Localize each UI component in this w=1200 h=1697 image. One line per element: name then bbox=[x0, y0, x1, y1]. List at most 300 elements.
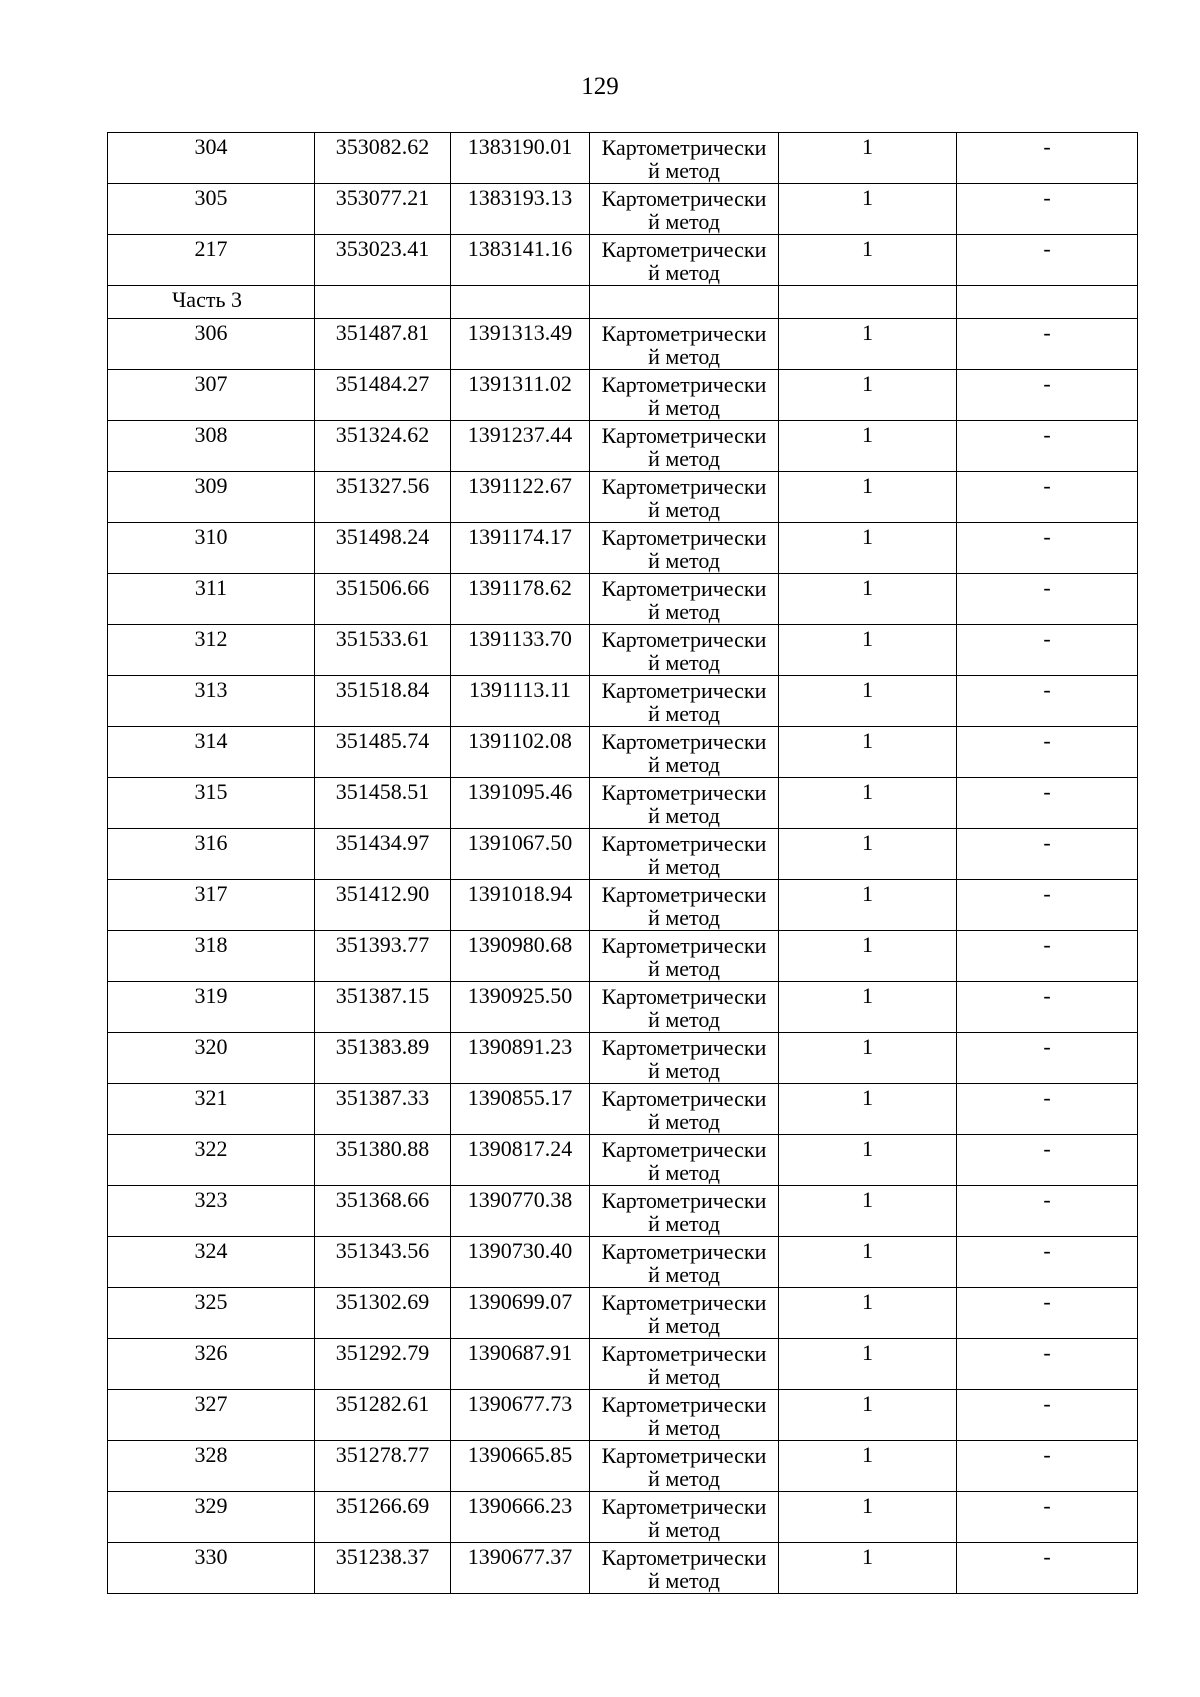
y-coordinate-cell bbox=[451, 523, 590, 574]
method-text-line-2: й метод bbox=[648, 752, 720, 777]
point-number-value: 329 bbox=[194, 1493, 228, 1518]
y-coordinate-value: 1391122.67 bbox=[468, 473, 572, 498]
y-coordinate-value: 1390730.40 bbox=[467, 1238, 573, 1263]
method-text-line-1: Картометрически bbox=[601, 882, 767, 907]
table-row bbox=[108, 1543, 1138, 1594]
rows-after-section bbox=[108, 319, 1138, 1594]
method-text-line-2: й метод bbox=[648, 650, 720, 675]
y-coordinate-value: 1391178.62 bbox=[468, 575, 572, 600]
x-coordinate-value: 351506.66 bbox=[335, 575, 430, 600]
point-number-cell bbox=[108, 1492, 315, 1543]
table-row bbox=[108, 319, 1138, 370]
y-coordinate-value: 1391113.11 bbox=[468, 677, 572, 702]
method-text-line-1: Картометрически bbox=[601, 1137, 767, 1162]
description-cell bbox=[957, 421, 1138, 472]
point-number-value: 311 bbox=[194, 575, 228, 600]
x-coordinate-cell bbox=[315, 676, 451, 727]
y-coordinate-cell bbox=[451, 574, 590, 625]
method-cell bbox=[590, 778, 779, 829]
accuracy-value: 1 bbox=[862, 134, 873, 159]
method-text-line-2: й метод bbox=[648, 1364, 720, 1389]
method-text-line-1: Картометрически bbox=[601, 474, 767, 499]
x-coordinate-cell bbox=[315, 1186, 451, 1237]
method-text-line-2: й метод bbox=[648, 701, 720, 726]
x-coordinate-value: 351387.33 bbox=[335, 1085, 430, 1110]
method-cell bbox=[590, 1033, 779, 1084]
y-coordinate-value: 1391067.50 bbox=[467, 830, 573, 855]
y-coordinate-cell bbox=[451, 727, 590, 778]
x-coordinate-cell bbox=[315, 727, 451, 778]
point-number-cell bbox=[108, 829, 315, 880]
description-cell bbox=[957, 625, 1138, 676]
description-cell bbox=[957, 472, 1138, 523]
method-cell bbox=[590, 829, 779, 880]
y-coordinate-value: 1390891.23 bbox=[467, 1034, 573, 1059]
empty-cell bbox=[590, 286, 779, 319]
section-header bbox=[108, 286, 1138, 319]
description-cell bbox=[957, 1543, 1138, 1594]
y-coordinate-cell bbox=[451, 1237, 590, 1288]
method-text-line-2: й метод bbox=[648, 854, 720, 879]
description-cell bbox=[957, 1237, 1138, 1288]
method-text-line-1: Картометрически bbox=[601, 135, 767, 160]
x-coordinate-value: 351302.69 bbox=[335, 1289, 430, 1314]
accuracy-value: 1 bbox=[862, 1340, 873, 1365]
method-text-line-1: Картометрически bbox=[601, 1545, 767, 1570]
point-number-cell bbox=[108, 1084, 315, 1135]
x-coordinate-cell bbox=[315, 880, 451, 931]
x-coordinate-cell bbox=[315, 778, 451, 829]
x-coordinate-value: 353082.62 bbox=[335, 134, 430, 159]
point-number-value: 305 bbox=[194, 185, 228, 210]
y-coordinate-cell bbox=[451, 1084, 590, 1135]
x-coordinate-value: 351343.56 bbox=[335, 1238, 430, 1263]
description-cell bbox=[957, 319, 1138, 370]
method-cell bbox=[590, 880, 779, 931]
method-cell bbox=[590, 727, 779, 778]
description-cell bbox=[957, 1186, 1138, 1237]
accuracy-value: 1 bbox=[862, 626, 873, 651]
method-text-line-2: й метод bbox=[648, 956, 720, 981]
coordinates-table bbox=[107, 132, 1138, 1594]
y-coordinate-cell bbox=[451, 1390, 590, 1441]
description-cell bbox=[957, 727, 1138, 778]
method-text-line-2: й метод bbox=[648, 548, 720, 573]
point-number-cell bbox=[108, 1390, 315, 1441]
y-coordinate-value: 1390665.85 bbox=[467, 1442, 573, 1467]
point-number-cell bbox=[108, 1441, 315, 1492]
accuracy-cell bbox=[779, 574, 957, 625]
empty-cell bbox=[451, 286, 590, 319]
description-value: - bbox=[1043, 1085, 1051, 1110]
accuracy-value: 1 bbox=[862, 830, 873, 855]
x-coordinate-value: 351266.69 bbox=[335, 1493, 430, 1518]
y-coordinate-value: 1390817.24 bbox=[467, 1136, 573, 1161]
table-row bbox=[108, 421, 1138, 472]
accuracy-value: 1 bbox=[862, 320, 873, 345]
method-text-line-2: й метод bbox=[648, 1568, 720, 1593]
x-coordinate-value: 351292.79 bbox=[335, 1340, 430, 1365]
method-text-line-1: Картометрически bbox=[601, 1392, 767, 1417]
accuracy-cell bbox=[779, 184, 957, 235]
y-coordinate-cell bbox=[451, 1339, 590, 1390]
x-coordinate-cell bbox=[315, 472, 451, 523]
method-text-line-2: й метод bbox=[648, 1517, 720, 1542]
y-coordinate-value: 1383193.13 bbox=[467, 185, 573, 210]
description-cell bbox=[957, 523, 1138, 574]
description-value: - bbox=[1043, 932, 1051, 957]
accuracy-cell bbox=[779, 1543, 957, 1594]
accuracy-cell bbox=[779, 1135, 957, 1186]
accuracy-cell bbox=[779, 778, 957, 829]
x-coordinate-value: 351380.88 bbox=[335, 1136, 430, 1161]
table-row bbox=[108, 1084, 1138, 1135]
table-row bbox=[108, 574, 1138, 625]
accuracy-value: 1 bbox=[862, 473, 873, 498]
point-number-value: 318 bbox=[194, 932, 228, 957]
method-text-line-2: й метод bbox=[648, 1313, 720, 1338]
empty-cell bbox=[957, 286, 1138, 319]
description-value: - bbox=[1043, 1340, 1051, 1365]
x-coordinate-value: 351412.90 bbox=[335, 881, 430, 906]
y-coordinate-value: 1391133.70 bbox=[468, 626, 572, 651]
description-value: - bbox=[1043, 1187, 1051, 1212]
accuracy-cell bbox=[779, 1033, 957, 1084]
x-coordinate-cell bbox=[315, 1033, 451, 1084]
method-cell bbox=[590, 1135, 779, 1186]
y-coordinate-cell bbox=[451, 421, 590, 472]
point-number-value: 328 bbox=[194, 1442, 228, 1467]
y-coordinate-cell bbox=[451, 1441, 590, 1492]
point-number-value: 317 bbox=[194, 881, 228, 906]
accuracy-cell bbox=[779, 523, 957, 574]
accuracy-cell bbox=[779, 982, 957, 1033]
description-cell bbox=[957, 1084, 1138, 1135]
x-coordinate-cell bbox=[315, 1084, 451, 1135]
x-coordinate-value: 351533.61 bbox=[335, 626, 430, 651]
table-row bbox=[108, 676, 1138, 727]
description-value: - bbox=[1043, 524, 1051, 549]
description-value: - bbox=[1043, 983, 1051, 1008]
method-text-line-1: Картометрически bbox=[601, 1494, 767, 1519]
table-row bbox=[108, 1339, 1138, 1390]
y-coordinate-cell bbox=[451, 931, 590, 982]
point-number-cell bbox=[108, 1339, 315, 1390]
method-text-line-2: й метод bbox=[648, 1160, 720, 1185]
table-row bbox=[108, 523, 1138, 574]
y-coordinate-cell bbox=[451, 1288, 590, 1339]
point-number-value: 325 bbox=[194, 1289, 228, 1314]
method-cell bbox=[590, 1390, 779, 1441]
table-row bbox=[108, 1390, 1138, 1441]
method-text-line-1: Картометрически bbox=[601, 186, 767, 211]
point-number-cell bbox=[108, 574, 315, 625]
point-number-cell bbox=[108, 1543, 315, 1594]
y-coordinate-cell bbox=[451, 676, 590, 727]
accuracy-value: 1 bbox=[862, 422, 873, 447]
method-cell bbox=[590, 625, 779, 676]
x-coordinate-value: 351487.81 bbox=[335, 320, 430, 345]
point-number-cell bbox=[108, 676, 315, 727]
point-number-value: 316 bbox=[194, 830, 228, 855]
description-cell bbox=[957, 1390, 1138, 1441]
accuracy-value: 1 bbox=[862, 983, 873, 1008]
point-number-value: 307 bbox=[194, 371, 228, 396]
accuracy-cell bbox=[779, 1084, 957, 1135]
y-coordinate-value: 1390770.38 bbox=[467, 1187, 573, 1212]
point-number-cell bbox=[108, 421, 315, 472]
method-cell bbox=[590, 133, 779, 184]
point-number-value: 312 bbox=[194, 626, 228, 651]
description-value: - bbox=[1043, 1034, 1051, 1059]
accuracy-cell bbox=[779, 1288, 957, 1339]
x-coordinate-value: 351387.15 bbox=[335, 983, 430, 1008]
accuracy-value: 1 bbox=[862, 932, 873, 957]
point-number-cell bbox=[108, 370, 315, 421]
description-cell bbox=[957, 1339, 1138, 1390]
point-number-cell bbox=[108, 1288, 315, 1339]
method-text-line-2: й метод bbox=[648, 803, 720, 828]
y-coordinate-cell bbox=[451, 472, 590, 523]
y-coordinate-cell bbox=[451, 1033, 590, 1084]
y-coordinate-cell bbox=[451, 370, 590, 421]
method-cell bbox=[590, 523, 779, 574]
description-cell bbox=[957, 574, 1138, 625]
description-cell bbox=[957, 778, 1138, 829]
description-value: - bbox=[1043, 1289, 1051, 1314]
x-coordinate-cell bbox=[315, 625, 451, 676]
description-value: - bbox=[1043, 371, 1051, 396]
accuracy-value: 1 bbox=[862, 371, 873, 396]
table-row bbox=[108, 1135, 1138, 1186]
description-cell bbox=[957, 235, 1138, 286]
accuracy-value: 1 bbox=[862, 728, 873, 753]
y-coordinate-cell bbox=[451, 235, 590, 286]
point-number-cell bbox=[108, 931, 315, 982]
description-value: - bbox=[1043, 881, 1051, 906]
description-cell bbox=[957, 931, 1138, 982]
x-coordinate-cell bbox=[315, 574, 451, 625]
x-coordinate-cell bbox=[315, 523, 451, 574]
method-cell bbox=[590, 1543, 779, 1594]
accuracy-cell bbox=[779, 1441, 957, 1492]
accuracy-value: 1 bbox=[862, 1187, 873, 1212]
y-coordinate-value: 1391174.17 bbox=[468, 524, 572, 549]
section-label: Часть 3 bbox=[172, 287, 242, 312]
x-coordinate-value: 351485.74 bbox=[335, 728, 430, 753]
y-coordinate-value: 1390925.50 bbox=[467, 983, 573, 1008]
table-row bbox=[108, 133, 1138, 184]
accuracy-cell bbox=[779, 1492, 957, 1543]
y-coordinate-value: 1391018.94 bbox=[467, 881, 573, 906]
method-text-line-2: й метод bbox=[648, 1466, 720, 1491]
description-cell bbox=[957, 1033, 1138, 1084]
method-text-line-1: Картометрически bbox=[601, 1341, 767, 1366]
point-number-value: 326 bbox=[194, 1340, 228, 1365]
accuracy-value: 1 bbox=[862, 1493, 873, 1518]
y-coordinate-value: 1391311.02 bbox=[468, 371, 572, 396]
x-coordinate-cell bbox=[315, 1543, 451, 1594]
y-coordinate-value: 1390687.91 bbox=[467, 1340, 573, 1365]
empty-cell bbox=[315, 286, 451, 319]
accuracy-cell bbox=[779, 727, 957, 778]
method-text-line-1: Картометрически bbox=[601, 576, 767, 601]
point-number-cell bbox=[108, 319, 315, 370]
method-cell bbox=[590, 574, 779, 625]
method-cell bbox=[590, 421, 779, 472]
method-text-line-1: Картометрически bbox=[601, 1290, 767, 1315]
table-row bbox=[108, 1033, 1138, 1084]
method-text-line-2: й метод bbox=[648, 1109, 720, 1134]
method-text-line-2: й метод bbox=[648, 497, 720, 522]
point-number-cell bbox=[108, 625, 315, 676]
table-row bbox=[108, 472, 1138, 523]
description-value: - bbox=[1043, 422, 1051, 447]
point-number-value: 319 bbox=[194, 983, 228, 1008]
description-value: - bbox=[1043, 185, 1051, 210]
method-text-line-2: й метод bbox=[648, 260, 720, 285]
description-cell bbox=[957, 133, 1138, 184]
accuracy-cell bbox=[779, 319, 957, 370]
accuracy-cell bbox=[779, 235, 957, 286]
x-coordinate-value: 351282.61 bbox=[335, 1391, 430, 1416]
accuracy-value: 1 bbox=[862, 677, 873, 702]
accuracy-cell bbox=[779, 133, 957, 184]
x-coordinate-cell bbox=[315, 829, 451, 880]
accuracy-value: 1 bbox=[862, 575, 873, 600]
x-coordinate-value: 351434.97 bbox=[335, 830, 430, 855]
description-value: - bbox=[1043, 1136, 1051, 1161]
x-coordinate-value: 351484.27 bbox=[335, 371, 430, 396]
table-row bbox=[108, 1186, 1138, 1237]
method-text-line-1: Картометрически bbox=[601, 627, 767, 652]
accuracy-value: 1 bbox=[862, 881, 873, 906]
accuracy-cell bbox=[779, 1339, 957, 1390]
x-coordinate-value: 353023.41 bbox=[335, 236, 430, 261]
y-coordinate-cell bbox=[451, 1492, 590, 1543]
point-number-cell bbox=[108, 235, 315, 286]
description-cell bbox=[957, 829, 1138, 880]
point-number-value: 320 bbox=[194, 1034, 228, 1059]
method-text-line-1: Картометрически bbox=[601, 831, 767, 856]
method-text-line-2: й метод bbox=[648, 158, 720, 183]
point-number-value: 310 bbox=[194, 524, 228, 549]
description-value: - bbox=[1043, 677, 1051, 702]
description-value: - bbox=[1043, 236, 1051, 261]
description-cell bbox=[957, 1288, 1138, 1339]
accuracy-cell bbox=[779, 676, 957, 727]
accuracy-cell bbox=[779, 1390, 957, 1441]
description-value: - bbox=[1043, 473, 1051, 498]
y-coordinate-cell bbox=[451, 778, 590, 829]
description-value: - bbox=[1043, 1442, 1051, 1467]
method-cell bbox=[590, 1441, 779, 1492]
y-coordinate-cell bbox=[451, 184, 590, 235]
x-coordinate-value: 351393.77 bbox=[335, 932, 430, 957]
method-text-line-1: Картометрически bbox=[601, 237, 767, 262]
empty-cell bbox=[779, 286, 957, 319]
table-row bbox=[108, 1237, 1138, 1288]
accuracy-value: 1 bbox=[862, 1034, 873, 1059]
accuracy-cell bbox=[779, 931, 957, 982]
point-number-cell bbox=[108, 1186, 315, 1237]
point-number-cell bbox=[108, 133, 315, 184]
x-coordinate-cell bbox=[315, 982, 451, 1033]
method-cell bbox=[590, 1492, 779, 1543]
method-text-line-1: Картометрически bbox=[601, 1035, 767, 1060]
table-row bbox=[108, 1441, 1138, 1492]
point-number-value: 309 bbox=[194, 473, 228, 498]
y-coordinate-value: 1383190.01 bbox=[467, 134, 573, 159]
description-cell bbox=[957, 1492, 1138, 1543]
description-value: - bbox=[1043, 779, 1051, 804]
method-cell bbox=[590, 931, 779, 982]
method-text-line-2: й метод bbox=[648, 446, 720, 471]
y-coordinate-cell bbox=[451, 829, 590, 880]
y-coordinate-cell bbox=[451, 133, 590, 184]
x-coordinate-value: 351458.51 bbox=[335, 779, 430, 804]
method-text-line-1: Картометрически bbox=[601, 525, 767, 550]
y-coordinate-value: 1390855.17 bbox=[467, 1085, 573, 1110]
x-coordinate-cell bbox=[315, 1441, 451, 1492]
point-number-cell bbox=[108, 1033, 315, 1084]
x-coordinate-value: 351518.84 bbox=[335, 677, 430, 702]
description-cell bbox=[957, 1441, 1138, 1492]
x-coordinate-value: 351383.89 bbox=[335, 1034, 430, 1059]
point-number-value: 324 bbox=[194, 1238, 228, 1263]
method-text-line-1: Картометрически bbox=[601, 678, 767, 703]
table-row bbox=[108, 1288, 1138, 1339]
method-text-line-1: Картометрически bbox=[601, 933, 767, 958]
accuracy-cell bbox=[779, 370, 957, 421]
x-coordinate-cell bbox=[315, 1288, 451, 1339]
accuracy-cell bbox=[779, 472, 957, 523]
x-coordinate-cell bbox=[315, 421, 451, 472]
accuracy-cell bbox=[779, 421, 957, 472]
point-number-cell bbox=[108, 1135, 315, 1186]
method-text-line-1: Картометрически bbox=[601, 1086, 767, 1111]
description-cell bbox=[957, 676, 1138, 727]
point-number-value: 306 bbox=[194, 320, 228, 345]
point-number-cell bbox=[108, 778, 315, 829]
method-cell bbox=[590, 1186, 779, 1237]
point-number-value: 313 bbox=[194, 677, 228, 702]
point-number-value: 217 bbox=[194, 236, 228, 261]
table-row bbox=[108, 727, 1138, 778]
accuracy-value: 1 bbox=[862, 779, 873, 804]
method-text-line-2: й метод bbox=[648, 1415, 720, 1440]
accuracy-cell bbox=[779, 625, 957, 676]
x-coordinate-value: 353077.21 bbox=[335, 185, 430, 210]
table-row bbox=[108, 829, 1138, 880]
method-text-line-1: Картометрически bbox=[601, 984, 767, 1009]
y-coordinate-value: 1390666.23 bbox=[467, 1493, 573, 1518]
point-number-value: 321 bbox=[194, 1085, 228, 1110]
x-coordinate-cell bbox=[315, 235, 451, 286]
accuracy-cell bbox=[779, 829, 957, 880]
description-value: - bbox=[1043, 134, 1051, 159]
method-cell bbox=[590, 1084, 779, 1135]
description-value: - bbox=[1043, 1493, 1051, 1518]
description-cell bbox=[957, 1135, 1138, 1186]
rows-before-section bbox=[108, 133, 1138, 286]
accuracy-value: 1 bbox=[862, 1238, 873, 1263]
x-coordinate-value: 351238.37 bbox=[335, 1544, 430, 1569]
method-text-line-1: Картометрически bbox=[601, 780, 767, 805]
accuracy-value: 1 bbox=[862, 1442, 873, 1467]
point-number-value: 308 bbox=[194, 422, 228, 447]
point-number-cell bbox=[108, 880, 315, 931]
